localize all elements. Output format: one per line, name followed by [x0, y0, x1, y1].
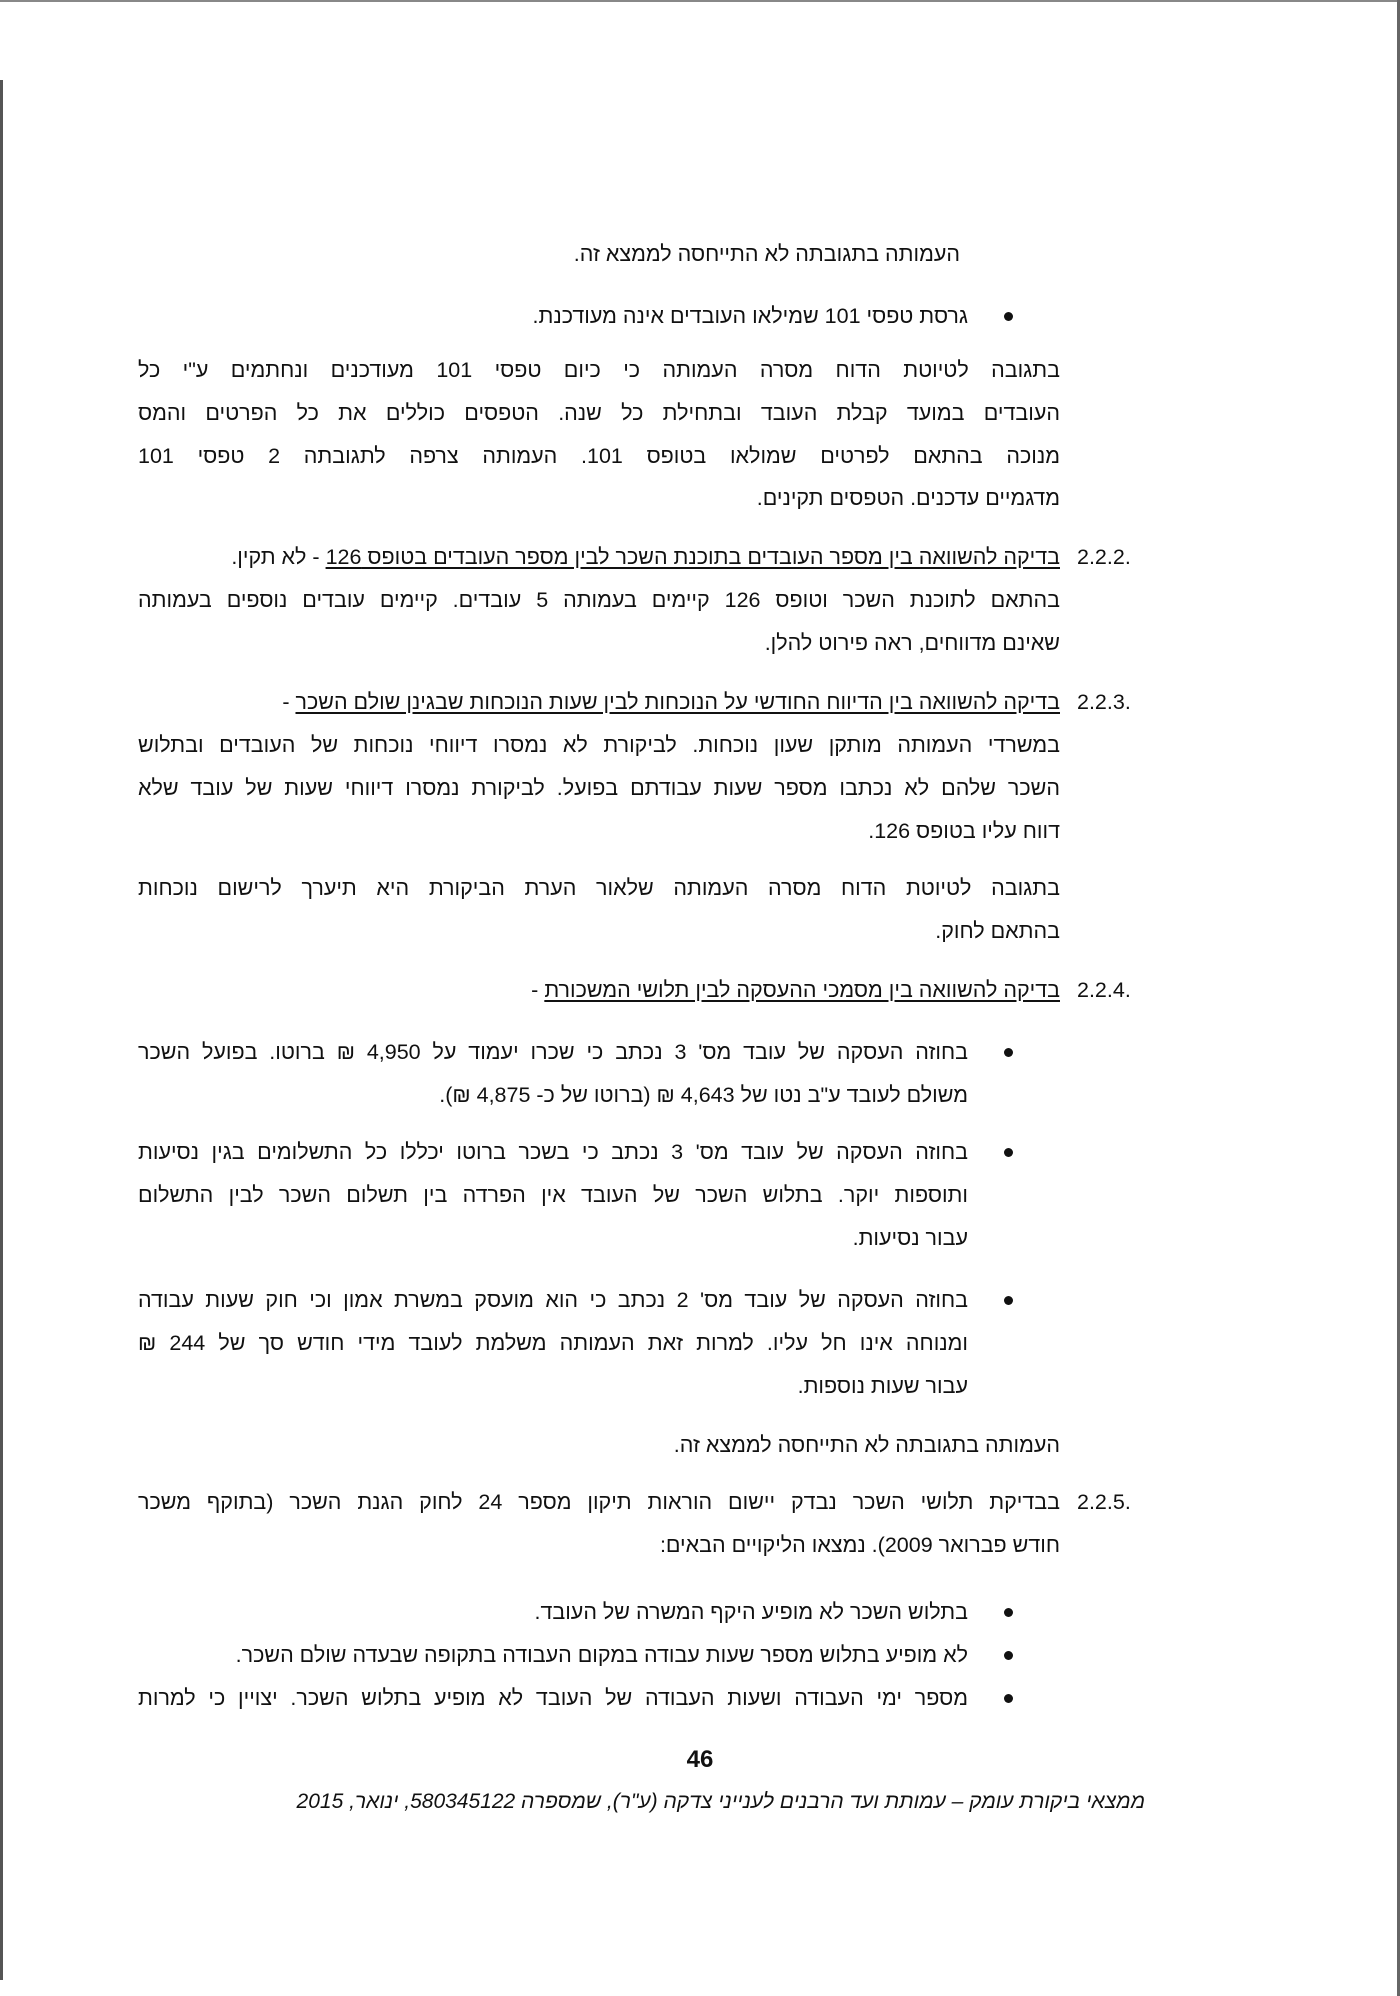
response-101-line: מדגמיים עדכנים. הטפסים תקינים. [756, 486, 1060, 510]
section-heading-suffix: - [531, 978, 545, 1002]
bullet-line: מספר ימי העבודה ושעות העבודה של העובד לא מופיע בתלוש השכר. יצויין כי למרות [138, 1686, 968, 1710]
bullet-line: לא מופיע בתלוש מספר שעות עבודה במקום העבודה בתקופה שבעדה שולם השכר. [235, 1643, 968, 1667]
section-heading-suffix: - [282, 690, 296, 714]
bullet-icon [1004, 1148, 1013, 1157]
section-response-line: בתגובה לטיוטת הדוח מסרה העמותה שלאור הערת הביקורת היא תיערך לרישום נוכחות [138, 876, 1060, 900]
page-footer: ממצאי ביקורת עומק – עמותת ועד הרבנים לענייני צדקה (ע"ר), שמספרה 580345122, ינואר, 2015 [296, 1790, 1145, 1813]
bullet-icon [1004, 1651, 1013, 1660]
section-line: בבדיקת תלושי השכר נבדק יישום הוראות תיקון מספר 24 לחוק הגנת השכר (בתוקף משכר [138, 1490, 1060, 1514]
section-number: 2.2.5. [1077, 1490, 1131, 1514]
bullet-line: בחוזה העסקה של עובד מס' 3 נכתב כי בשכר ברוטו יכללו כל התשלומים בגין נסיעות [138, 1140, 968, 1164]
bullet-line: בחוזה העסקה של עובד מס' 3 נכתב כי שכרו יעמוד על 4,950 ₪ ברוטו. בפועל השכר [138, 1040, 968, 1064]
bullet-icon [1004, 1694, 1013, 1703]
section-response-line: בהתאם לחוק. [935, 919, 1060, 943]
section-heading-text: בדיקה להשוואה בין מספר העובדים בתוכנת השכר לבין מספר העובדים בטופס 126 [325, 545, 1060, 569]
section-line: דווח עליו בטופס 126. [868, 819, 1060, 843]
scan-edge-left [0, 80, 3, 1980]
section-heading [231, 543, 1060, 571]
response-101-line: בתגובה לטיוטת הדוח מסרה העמותה כי כיום טפסי 101 מעודכנים ונחתמים ע"י כל [138, 358, 1060, 382]
bullet-icon [1004, 1048, 1013, 1057]
section-number: 2.2.2. [1077, 545, 1131, 569]
bullet-line: בתלוש השכר לא מופיע היקף המשרה של העובד. [534, 1600, 968, 1624]
page-number: 46 [686, 1746, 714, 1773]
section-heading [282, 688, 1060, 716]
section-heading [531, 976, 1060, 1004]
scan-edge-top [0, 0, 1400, 2]
bullet-icon [1004, 1608, 1013, 1617]
section-line: חודש פברואר 2009). נמצאו הליקויים הבאים: [659, 1533, 1060, 1557]
section-number: 2.2.3. [1077, 690, 1131, 714]
bullet-101-text: גרסת טפסי 101 שמילאו העובדים אינה מעודכנת. [532, 304, 968, 328]
bullet-line: עבור שעות נוספות. [797, 1374, 968, 1398]
bullet-line: ותוספות יוקר. בתלוש השכר של העובד אין הפרדה בין תשלום השכר לבין התשלום [138, 1183, 968, 1207]
section-line: בהתאם לתוכנת השכר וטופס 126 קיימים בעמותה 5 עובדים. קיימים עובדים נוספים בעמותה [138, 588, 1061, 612]
section-heading-text: בדיקה להשוואה בין הדיווח החודשי על הנוכחות לבין שעות הנוכחות שבגינן שולם השכר [295, 690, 1060, 714]
section-line: במשרדי העמותה מותקן שעון נוכחות. לביקורת לא נמסרו דיווחי נוכחות של העובדים ובתלוש [138, 733, 1060, 757]
response-101-line: העובדים במועד קבלת העובד ובתחילת כל שנה. הטפסים כוללים את כל הפרטים והמס [138, 401, 1060, 425]
bullet-line: בחוזה העסקה של עובד מס' 2 נכתב כי הוא מועסק במשרת אמון וכי חוק שעות עבודה [138, 1288, 968, 1312]
intro-response: העמותה בתגובתה לא התייחסה לממצא זה. [573, 242, 960, 266]
section-heading-suffix: - לא תקין. [231, 545, 326, 569]
bullet-icon [1004, 312, 1013, 321]
response-101-line: מנוכה בהתאם לפרטים שמולאו בטופס 101. העמותה צרפה לתגובתה 2 טפסי 101 [138, 444, 1060, 468]
section-line: שאינם מדווחים, ראה פירוט להלן. [764, 631, 1060, 655]
section-number: 2.2.4. [1077, 978, 1131, 1002]
section-response: העמותה בתגובתה לא התייחסה לממצא זה. [673, 1433, 1060, 1457]
bullet-line: עבור נסיעות. [852, 1226, 968, 1250]
section-heading-text: בדיקה להשוואה בין מסמכי ההעסקה לבין תלושי המשכורת [544, 978, 1060, 1002]
bullet-icon [1004, 1296, 1013, 1305]
bullet-line: ומנוחה אינו חל עליו. למרות זאת העמותה משלמת לעובד מידי חודש סך של 244 ₪ [138, 1331, 968, 1355]
bullet-line: משולם לעובד ע"ב נטו של 4,643 ₪ (ברוטו של כ- 4,875 ₪). [439, 1083, 968, 1107]
section-line: השכר שלהם לא נכתבו מספר שעות עבודתם בפועל. לביקורת נמסרו דיווחי שעות של עובד שלא [138, 776, 1060, 800]
